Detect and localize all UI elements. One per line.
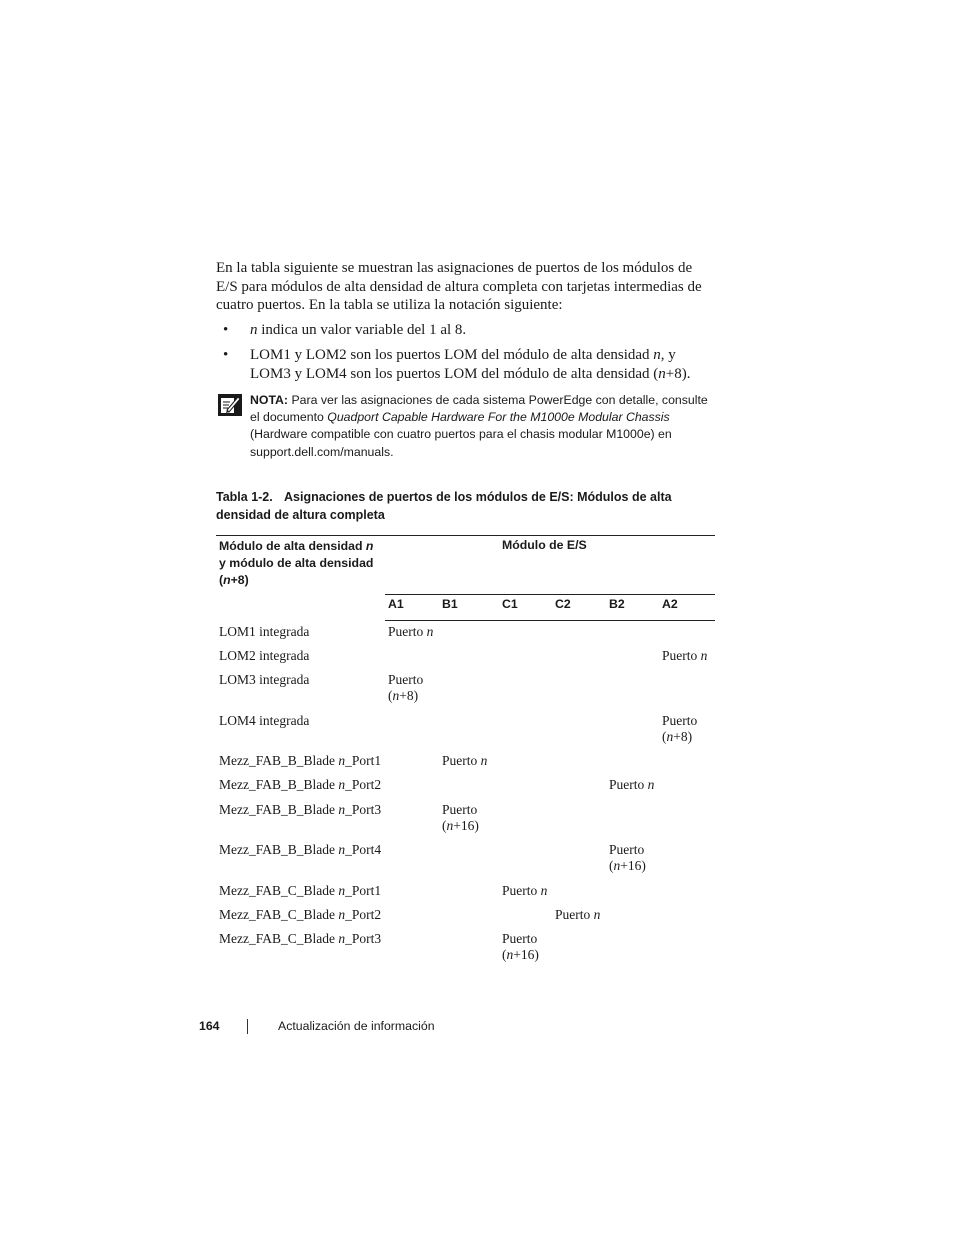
row-label-variable: n bbox=[338, 842, 346, 857]
port-variable: n bbox=[613, 858, 621, 873]
note-document-title: Quadport Capable Hardware For the M1000e Modular Chassis bbox=[327, 410, 670, 425]
note-label: NOTA: bbox=[250, 393, 289, 407]
row-label bbox=[219, 883, 381, 899]
bullet-variable: n bbox=[653, 347, 661, 363]
port-text: +16) bbox=[453, 818, 479, 833]
port-variable: n bbox=[446, 818, 454, 833]
port-cell bbox=[662, 648, 722, 664]
table-row bbox=[216, 907, 715, 931]
row-label bbox=[219, 713, 309, 729]
table-row bbox=[216, 672, 715, 713]
note-text bbox=[250, 392, 720, 461]
port-text: Puerto bbox=[502, 883, 541, 898]
row-label-variable: n bbox=[338, 907, 346, 922]
row-label-text: LOM3 integrada bbox=[219, 672, 310, 687]
row-label-text: LOM1 integrada bbox=[219, 624, 310, 639]
header-text: y módulo de alta densidad bbox=[219, 556, 374, 570]
port-text: Puerto bbox=[388, 624, 427, 639]
bullet-text: LOM1 y LOM2 son los puertos LOM del módulo de alta densidad bbox=[250, 347, 654, 363]
port-text: +16) bbox=[620, 858, 646, 873]
row-label bbox=[219, 753, 381, 769]
port-text: Puerto bbox=[609, 777, 648, 792]
bullet-variable: n bbox=[250, 322, 258, 338]
port-text: Puerto ( bbox=[609, 842, 645, 873]
notation-item bbox=[216, 346, 716, 384]
row-label-text: LOM4 integrada bbox=[219, 713, 310, 728]
port-cell bbox=[388, 672, 448, 704]
row-label-text: Mezz_FAB_B_Blade bbox=[219, 802, 339, 817]
port-variable: n bbox=[700, 648, 708, 663]
port-variable: n bbox=[540, 883, 548, 898]
table-row bbox=[216, 624, 715, 648]
intro-paragraph bbox=[216, 259, 716, 315]
table-row bbox=[216, 802, 715, 842]
table-row bbox=[216, 842, 715, 883]
pencil-note-icon bbox=[218, 394, 242, 416]
port-text: +16) bbox=[513, 947, 539, 962]
row-label-text: Mezz_FAB_B_Blade bbox=[219, 777, 339, 792]
row-label-text: LOM2 integrada bbox=[219, 648, 310, 663]
notation-item bbox=[216, 321, 716, 340]
row-label-text: _Port3 bbox=[345, 802, 382, 817]
port-variable: n bbox=[647, 777, 655, 792]
port-text: Puerto ( bbox=[662, 713, 698, 744]
table-header bbox=[216, 536, 715, 594]
row-label bbox=[219, 842, 381, 858]
row-label bbox=[219, 624, 309, 640]
port-text: Puerto bbox=[442, 753, 481, 768]
port-variable: n bbox=[593, 907, 601, 922]
header-text: +8) bbox=[230, 573, 249, 587]
header-variable: n bbox=[223, 573, 231, 587]
table-row bbox=[216, 753, 715, 777]
table-title: Asignaciones de puertos de los módulos de E/S: Módulos de alta densidad de altura completa bbox=[216, 490, 672, 522]
header-blade-module bbox=[219, 538, 379, 589]
port-mapping-table bbox=[216, 535, 715, 971]
table-body bbox=[216, 624, 715, 971]
row-label bbox=[219, 907, 381, 923]
table-row bbox=[216, 777, 715, 802]
port-variable: n bbox=[392, 688, 400, 703]
table-row bbox=[216, 931, 715, 971]
port-cell bbox=[442, 753, 502, 769]
column-header-c2: C2 bbox=[555, 597, 571, 611]
header-text: ( bbox=[219, 573, 224, 587]
row-label-text: _Port3 bbox=[345, 931, 382, 946]
port-text: +8) bbox=[673, 729, 693, 744]
column-header-b2: B2 bbox=[609, 597, 625, 611]
footer-section-title: Actualización de información bbox=[278, 1019, 435, 1033]
port-cell bbox=[502, 931, 562, 963]
header-text: Módulo de alta densidad bbox=[219, 539, 366, 553]
port-cell bbox=[502, 883, 562, 899]
port-text: Puerto ( bbox=[502, 931, 538, 962]
note-body: Para ver las asignaciones de cada sistema PowerEdge con detalle, consulte el documento bbox=[250, 393, 708, 425]
port-cell bbox=[442, 802, 502, 834]
port-text: Puerto bbox=[555, 907, 594, 922]
support-link[interactable]: support.dell.com/manuals bbox=[250, 444, 391, 459]
bullet-text: , y LOM3 y LOM4 son los puertos LOM del módulo de alta densidad ( bbox=[250, 347, 676, 382]
bullet-text: +8). bbox=[665, 366, 691, 382]
column-headers bbox=[385, 594, 715, 621]
row-label-text: _Port1 bbox=[345, 753, 382, 768]
bullet-dot: • bbox=[223, 322, 229, 338]
row-label bbox=[219, 931, 381, 947]
note-body: . bbox=[390, 444, 394, 459]
row-label-variable: n bbox=[338, 883, 346, 898]
header-variable: n bbox=[365, 539, 374, 553]
bullet-variable: n bbox=[658, 366, 666, 382]
row-label-text: Mezz_FAB_B_Blade bbox=[219, 753, 339, 768]
column-header-b1: B1 bbox=[442, 597, 458, 611]
port-variable: n bbox=[480, 753, 488, 768]
table-row bbox=[216, 713, 715, 753]
column-header-a1: A1 bbox=[388, 597, 404, 611]
row-label-text: Mezz_FAB_C_Blade bbox=[219, 931, 339, 946]
row-label-text: _Port1 bbox=[345, 883, 382, 898]
port-cell bbox=[388, 624, 448, 640]
page-number: 164 bbox=[199, 1019, 220, 1033]
port-variable: n bbox=[426, 624, 434, 639]
port-text: Puerto ( bbox=[388, 672, 424, 703]
port-cell bbox=[662, 713, 722, 745]
row-label bbox=[219, 777, 381, 793]
header-io-module: Módulo de E/S bbox=[502, 538, 587, 552]
row-label-variable: n bbox=[338, 802, 346, 817]
table-caption bbox=[216, 489, 716, 524]
bullet-dot: • bbox=[223, 347, 229, 363]
bullet-text: indica un valor variable del 1 al 8. bbox=[257, 322, 467, 338]
row-label-text: Mezz_FAB_C_Blade bbox=[219, 907, 339, 922]
port-text: Puerto ( bbox=[442, 802, 478, 833]
row-label-text: _Port4 bbox=[345, 842, 382, 857]
row-label-text: _Port2 bbox=[345, 907, 382, 922]
notation-list bbox=[216, 321, 716, 390]
table-row bbox=[216, 648, 715, 672]
intro-text: En la tabla siguiente se muestran las asignaciones de puertos de los módulos de E/S para módulos de alta densidad de altura completa con tarjetas intermedias de cuatro puertos. En la tabla se utiliza la notación siguiente: bbox=[216, 260, 702, 313]
row-label-variable: n bbox=[338, 777, 346, 792]
row-label bbox=[219, 802, 381, 818]
row-label bbox=[219, 648, 309, 664]
row-label-text: Mezz_FAB_C_Blade bbox=[219, 883, 339, 898]
port-variable: n bbox=[506, 947, 514, 962]
row-label-text: Mezz_FAB_B_Blade bbox=[219, 842, 339, 857]
port-text: +8) bbox=[399, 688, 419, 703]
port-cell bbox=[555, 907, 615, 923]
port-variable: n bbox=[666, 729, 674, 744]
row-label-variable: n bbox=[338, 931, 346, 946]
table-row bbox=[216, 883, 715, 907]
row-label-text: _Port2 bbox=[345, 777, 382, 792]
note-body: (Hardware compatible con cuatro puertos para el chasis modular M1000e) en bbox=[250, 427, 672, 442]
footer-separator bbox=[247, 1019, 248, 1034]
column-header-a2: A2 bbox=[662, 597, 678, 611]
port-cell bbox=[609, 842, 669, 874]
table-number: Tabla 1-2. bbox=[216, 490, 273, 504]
column-header-c1: C1 bbox=[502, 597, 518, 611]
row-label bbox=[219, 672, 309, 688]
row-label-variable: n bbox=[338, 753, 346, 768]
port-cell bbox=[609, 777, 669, 793]
port-text: Puerto bbox=[662, 648, 701, 663]
